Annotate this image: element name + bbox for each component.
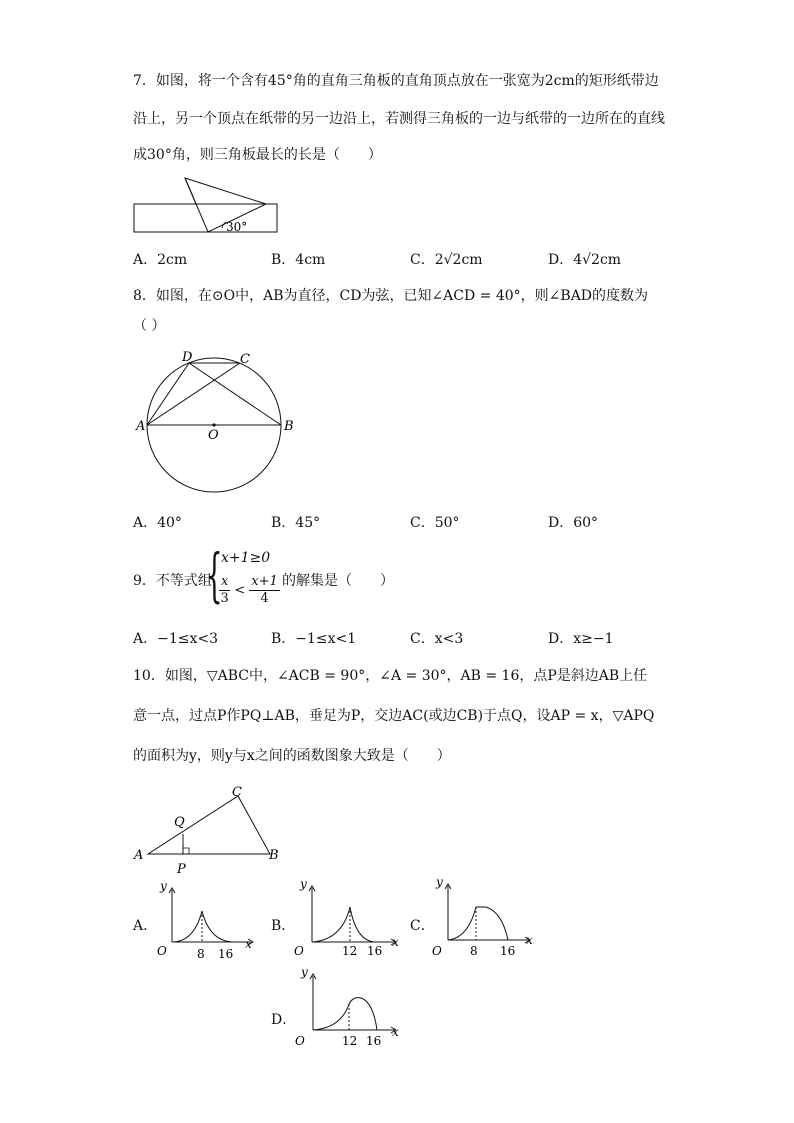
q7-line3: 成30°角，则三角板最长的长是（ ） (133, 147, 382, 163)
paper-strip (134, 204, 277, 232)
point-c-label: C (240, 352, 250, 367)
q9-option-b: B．−1≤x<1 (271, 631, 357, 647)
graph-c-y: y (436, 875, 443, 889)
graph-d-x: x (392, 1025, 399, 1039)
graph-b-y: y (300, 877, 307, 891)
graph-a-y: y (160, 879, 167, 893)
q8-option-a: A．40° (133, 515, 182, 531)
tri-point-p-label: P (177, 862, 186, 877)
q10-graph-b (292, 877, 407, 960)
graph-a-o: O (157, 944, 167, 958)
q9-ineq2 (219, 574, 280, 607)
q9-prefix: 9．不等式组 (133, 573, 212, 589)
graph-b-o: O (294, 944, 304, 958)
graph-b-t1: 12 (342, 944, 358, 958)
curve-d (313, 998, 377, 1030)
q9-frac2-den: 4 (260, 591, 269, 606)
tri-point-c-label: C (232, 785, 242, 800)
right-angle-mark (183, 848, 189, 854)
q7-line2: 沿上，另一个顶点在纸带的另一边沿上，若测得三角板的一边与纸带的一边所在的直线 (133, 111, 665, 127)
q10-graph-d-label: D． (271, 1012, 297, 1028)
q7-option-d: D．4√2cm (548, 252, 622, 268)
graph-c-o: O (432, 944, 442, 958)
graph-c-x: x (526, 933, 533, 947)
q8-circle-figure (132, 346, 302, 496)
curve-a (172, 911, 234, 942)
q8-option-c: C．50° (410, 515, 460, 531)
q7-option-c: C．2√2cm (410, 252, 483, 268)
curve-b (312, 907, 374, 942)
q9-frac2-num: x+1 (251, 574, 278, 589)
q9-suffix: 的解集是（ ） (282, 573, 394, 589)
q10-graph-a (152, 880, 262, 960)
graph-b-x: x (392, 935, 399, 949)
q10-graph-d (293, 965, 408, 1053)
q10-graph-b-label: B． (271, 918, 296, 934)
q10-line1: 10．如图，▽ABC中，∠ACB = 90°，∠A = 30°，AB = 16，点P是斜边AB上任 (133, 668, 648, 684)
graph-d-y: y (301, 965, 308, 979)
graph-a-t1: 8 (197, 947, 205, 961)
q7-angle-label: 30° (226, 220, 248, 234)
q8-option-d: D．60° (548, 515, 599, 531)
triangle-abc (148, 796, 270, 854)
graph-c-t2: 16 (500, 944, 516, 958)
graph-d-o: O (295, 1034, 305, 1048)
graph-b-t2: 16 (367, 944, 383, 958)
q8-line2: （ ） (133, 318, 166, 334)
q9-ineq1: x+1≥0 (221, 550, 271, 566)
graph-d-t2: 16 (366, 1034, 382, 1048)
curve-c (448, 907, 508, 940)
q10-triangle-figure (130, 784, 300, 877)
q8-line1: 8．如图，在⊙O中，AB为直径，CD为弦，已知∠ACD = 40°，则∠BAD的度数为 (133, 288, 649, 304)
q9-lt: < (234, 583, 246, 598)
point-a-label: A (136, 419, 146, 434)
q7-line1: 7．如图，将一个含有45°角的直角三角板的直角顶点放在一张宽为2cm的矩形纸带边 (133, 73, 659, 89)
q7-option-a: A．2cm (133, 252, 188, 268)
graph-a-x: x (245, 937, 252, 951)
q10-line2: 意一点，过点P作PQ⊥AB，垂足为P，交边AC(或边CB)于点Q，设AP = x，▽APQ (133, 708, 655, 724)
tri-point-b-label: B (269, 848, 279, 863)
q9-option-a: A．−1≤x<3 (133, 631, 219, 647)
point-d-label: D (182, 350, 193, 365)
point-b-label: B (284, 419, 294, 434)
point-o-label: O (208, 428, 219, 443)
q9-option-c: C．x<3 (410, 631, 464, 647)
q7-figure (130, 176, 290, 236)
tri-point-a-label: A (134, 848, 144, 863)
tri-point-q-label: Q (174, 815, 185, 830)
q10-graph-c-label: C． (410, 918, 435, 934)
graph-a-t2: 16 (218, 947, 234, 961)
q9-option-d: D．x≥−1 (548, 631, 614, 647)
q10-graph-c (428, 875, 543, 958)
graph-d-t1: 12 (342, 1034, 358, 1048)
q9-brace: { (206, 541, 223, 609)
graph-c-t1: 8 (470, 944, 478, 958)
q9-frac1-den: 3 (220, 591, 229, 606)
q7-option-b: B．4cm (271, 252, 326, 268)
q10-line3: 的面积为y，则y与x之间的函数图象大致是（ ） (133, 748, 451, 764)
q8-option-b: B．45° (271, 515, 321, 531)
q10-graph-a-label: A． (133, 918, 158, 934)
q9-frac1-num: x (221, 574, 229, 589)
